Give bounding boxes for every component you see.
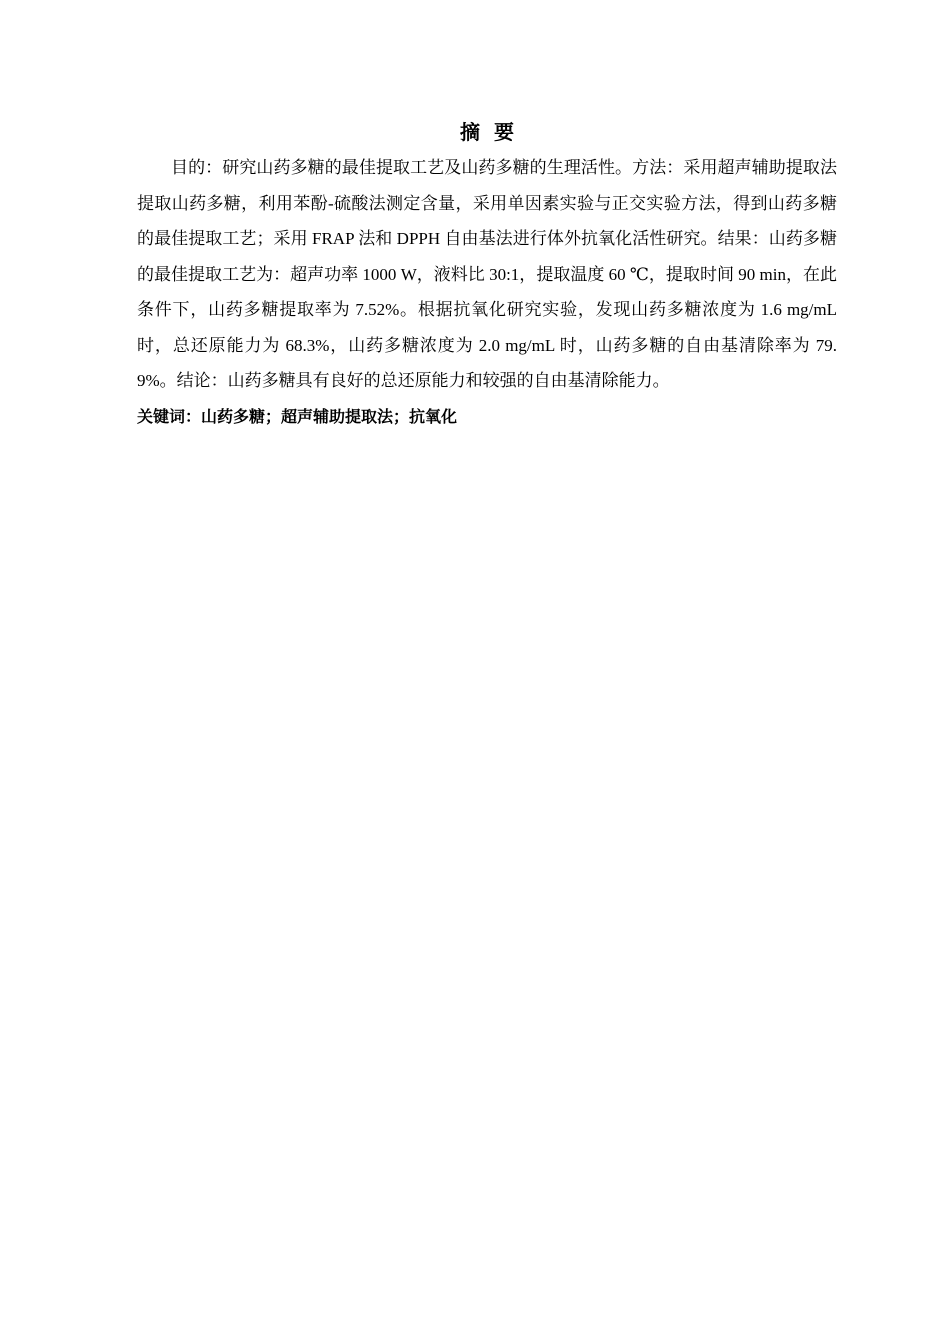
abstract-section [137,118,837,434]
keywords-line: 关键词：山药多糖；超声辅助提取法；抗氧化 [137,406,458,426]
abstract-title: 摘要 [460,120,528,144]
abstract-body: 目的：研究山药多糖的最佳提取工艺及山药多糖的生理活性。方法：采用超声辅助提取法提取山药多糖，利用苯酚-硫酸法测定含量，采用单因素实验与正交实验方法，得到山药多糖的最佳提取工艺；采用 FRAP 法和 DPPH 自由基法进行体外抗氧化活性研究。结果：山药多糖的最佳提取工艺为：超声功率 1000 W，液料比 30:1，提取温度 60 ℃，提取时间 90 min，在此条件下，山药多糖提取率为 7.52%。根据抗氧化研究实验，发现山药多糖浓度为 1.6 mg/mL 时，总还原能力为 68.3%，山药多糖浓度为 2.0 mg/mL 时，山药多糖的自由基清除率为 79.9%。结论：山药多糖具有良好的总还原能力和较强的自由基清除能力。 [137,158,837,390]
